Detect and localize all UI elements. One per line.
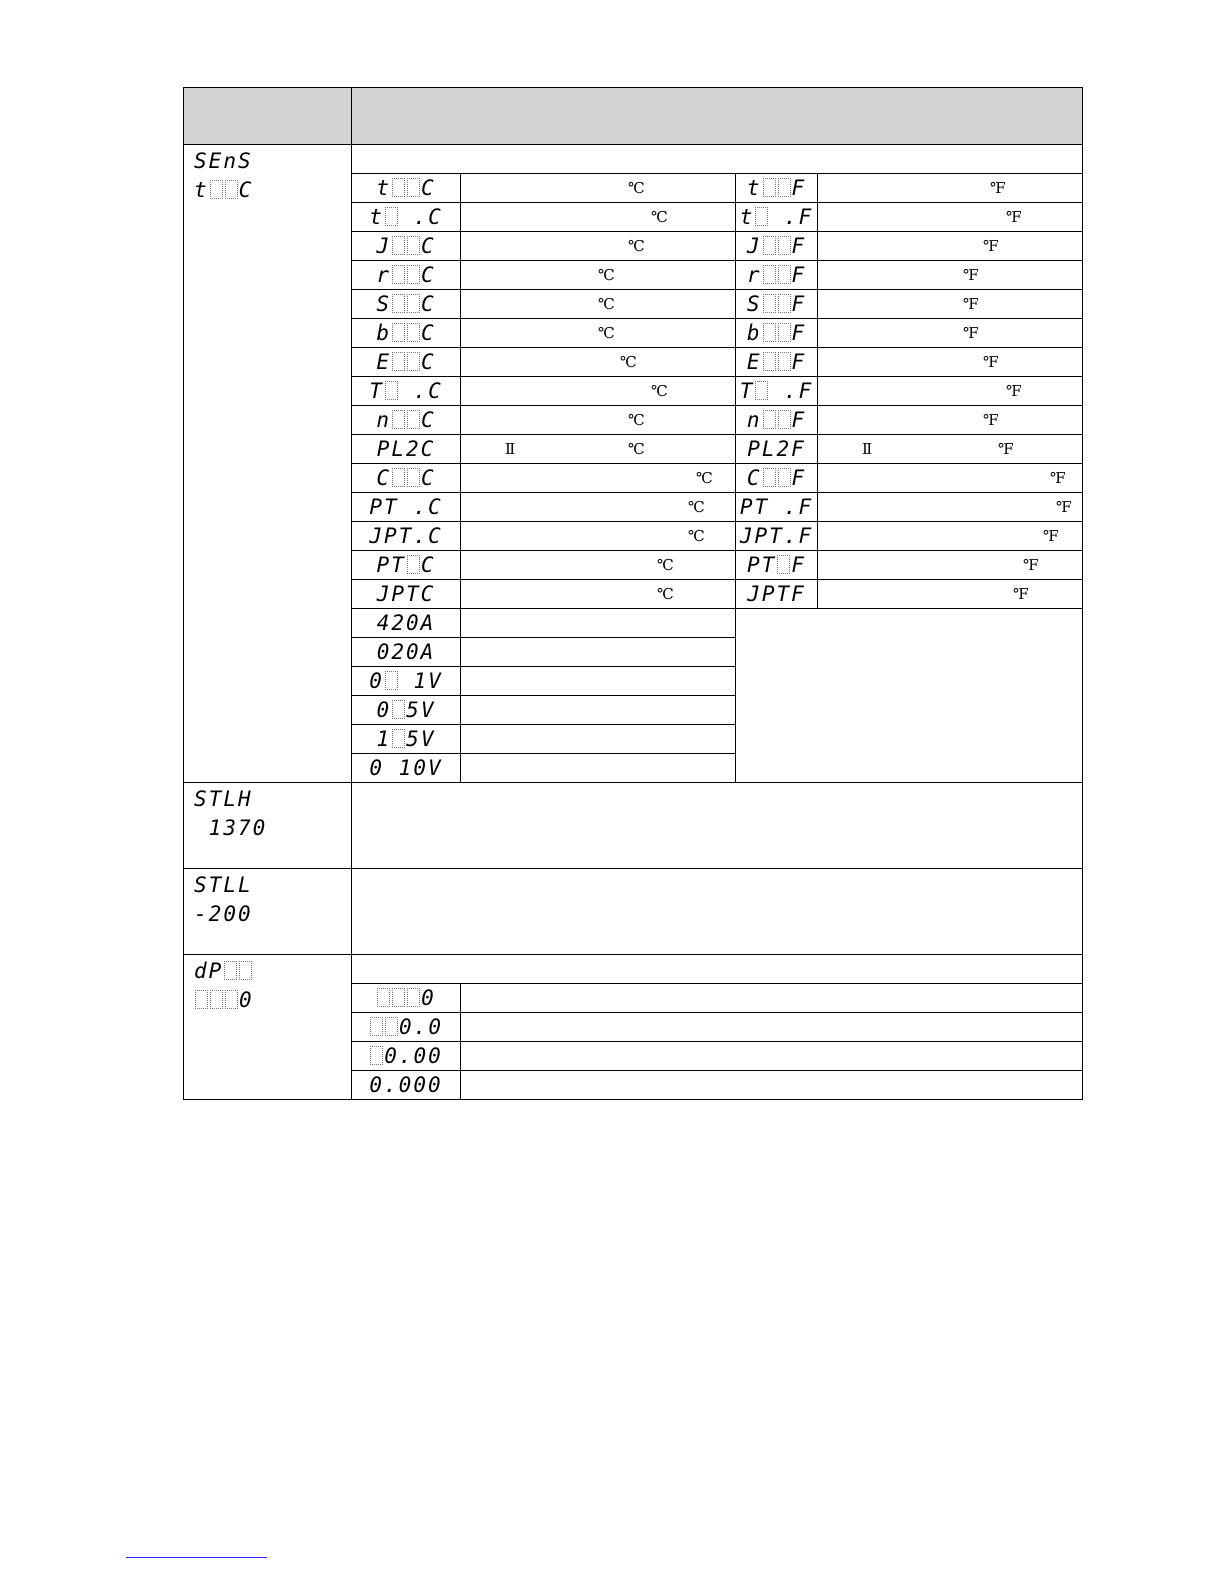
sensor-desc-c (461, 377, 736, 406)
blank-digit (778, 323, 791, 342)
analog-code-text: 0 5V (376, 698, 436, 722)
sensor-code-c-text: t .C (369, 205, 443, 229)
param-default: 1370 (208, 816, 268, 840)
celsius-unit: ℃ (598, 324, 615, 342)
sensor-code-f-text: J F (746, 234, 807, 258)
sensor-desc-c (461, 493, 736, 522)
sensor-desc-c (461, 174, 736, 203)
roman-numeral: Ⅱ (862, 440, 873, 458)
sensor-code-c (352, 580, 461, 609)
sensor-code-f (736, 580, 818, 609)
sensor-code-f (736, 232, 818, 261)
blank-digit (763, 352, 776, 371)
sensor-desc-c (461, 261, 736, 290)
parameter-table-body (184, 88, 1083, 1100)
sensor-code-c-text: T .C (369, 379, 443, 403)
blank-digit (755, 381, 768, 400)
header-cell-description (352, 88, 1083, 145)
param-cell-scale_high (184, 783, 352, 869)
sensor-code-c (352, 522, 461, 551)
sensor-code-c (352, 232, 461, 261)
param-default: -200 (194, 902, 253, 926)
sensor-code-f (736, 290, 818, 319)
blank-digit (392, 410, 405, 429)
celsius-unit: ℃ (628, 179, 645, 197)
sensor-desc-c (461, 435, 736, 464)
sensor-desc-f (818, 203, 1083, 232)
blank-digit (407, 988, 420, 1007)
fahrenheit-unit: ℉ (1013, 585, 1029, 603)
sensor-code-c-text: r C (376, 263, 436, 287)
scale-high-desc (352, 783, 1083, 869)
sensor-code-f (736, 522, 818, 551)
analog-code-text: 0 1V (369, 669, 443, 693)
sensor-desc-c (461, 348, 736, 377)
sensor-code-c (352, 290, 461, 319)
sensor-code-f (736, 377, 818, 406)
blank-digit (777, 555, 790, 574)
blank-digit (392, 729, 405, 748)
decimal-code-text: 0.000 (369, 1073, 443, 1097)
blank-digit (778, 410, 791, 429)
param-cell-scale_low (184, 869, 352, 955)
celsius-unit: ℃ (657, 585, 674, 603)
sensor-desc-c (461, 319, 736, 348)
fahrenheit-unit: ℉ (1056, 498, 1072, 516)
sensor-code-f (736, 319, 818, 348)
fahrenheit-unit: ℉ (963, 295, 979, 313)
sensor-code-f-text: t F (746, 176, 807, 200)
fahrenheit-unit: ℉ (998, 440, 1014, 458)
sensor-code-f-text: PL2F (747, 437, 806, 461)
sensor-code-f-text: PT .F (739, 495, 814, 519)
sensor-desc-f (818, 261, 1083, 290)
sensor-title-cell (352, 145, 1083, 174)
blank-digit (763, 178, 776, 197)
blank-digit (392, 988, 405, 1007)
fahrenheit-unit: ℉ (990, 179, 1006, 197)
sensor-desc-c (461, 580, 736, 609)
sensor-desc-f (818, 174, 1083, 203)
sensor-desc-f (818, 551, 1083, 580)
sensor-code-f-text: E F (746, 350, 807, 374)
blank-digit (392, 700, 405, 719)
blank-digit (392, 352, 405, 371)
sensor-code-f (736, 203, 818, 232)
fahrenheit-unit: ℉ (983, 353, 999, 371)
blank-digit (778, 352, 791, 371)
celsius-unit: ℃ (598, 266, 615, 284)
sensor-code-f-text: JPTF (747, 582, 806, 606)
celsius-unit: ℃ (696, 469, 713, 487)
decimal-desc (461, 984, 1083, 1013)
sensor-code-c-text: b C (376, 321, 436, 345)
blank-digit (392, 265, 405, 284)
sensor-code-c (352, 377, 461, 406)
sensor-code-c (352, 174, 461, 203)
blank-digit (755, 207, 768, 226)
decimal-code (352, 1042, 461, 1071)
sensor-code-c-text: JPT.C (369, 524, 443, 548)
sensor-code-f-text: PT F (747, 553, 806, 577)
blank-digit (407, 294, 420, 313)
celsius-unit: ℃ (651, 382, 668, 400)
sensor-desc-c (461, 551, 736, 580)
blank-digit (763, 410, 776, 429)
sensor-code-f-text: T .F (739, 379, 814, 403)
blank-digit (778, 178, 791, 197)
analog-empty-area (736, 609, 1083, 783)
sensor-desc-f (818, 493, 1083, 522)
table-row (184, 783, 1083, 869)
fahrenheit-unit: ℉ (983, 411, 999, 429)
blank-digit (385, 1017, 398, 1036)
sensor-desc-c (461, 522, 736, 551)
parameter-table (183, 87, 1083, 1100)
param-name: dP (194, 957, 351, 986)
sensor-code-f-text: JPT.F (739, 524, 814, 548)
sensor-desc-c (461, 290, 736, 319)
sensor-desc-c (461, 406, 736, 435)
analog-code (352, 667, 461, 696)
sensor-desc-c (461, 203, 736, 232)
sensor-code-c-text: PT .C (369, 495, 443, 519)
sensor-code-c-text: E C (376, 350, 436, 374)
blank-digit (210, 990, 223, 1009)
analog-code-text: 020A (376, 640, 436, 664)
celsius-unit: ℃ (688, 498, 705, 516)
sensor-code-c (352, 261, 461, 290)
sensor-code-c-text: n C (376, 408, 436, 432)
analog-desc (461, 754, 736, 783)
decimal-code-text: 0.0 (369, 1015, 443, 1039)
blank-digit (377, 988, 390, 1007)
sensor-code-c-text: JPTC (376, 582, 436, 606)
sensor-code-c-text: PT C (376, 553, 436, 577)
blank-digit (407, 323, 420, 342)
sensor-code-c-text: PL2C (376, 437, 436, 461)
blank-digit (239, 961, 252, 980)
param-name: STLH (194, 787, 253, 811)
table-row (184, 145, 1083, 174)
blank-digit (763, 468, 776, 487)
fahrenheit-unit: ℉ (983, 237, 999, 255)
sensor-code-f (736, 435, 818, 464)
sensor-code-c (352, 551, 461, 580)
celsius-unit: ℃ (598, 295, 615, 313)
analog-code (352, 696, 461, 725)
param-name: STLL (194, 873, 253, 897)
sensor-code-c (352, 435, 461, 464)
fahrenheit-unit: ℉ (1043, 527, 1059, 545)
blank-digit (407, 265, 420, 284)
analog-code-text: 1 5V (376, 727, 436, 751)
analog-desc (461, 725, 736, 754)
decimal-code-text: 0 (376, 986, 436, 1010)
decimal-code (352, 1071, 461, 1100)
blank-digit (392, 236, 405, 255)
blank-digit (763, 294, 776, 313)
roman-numeral: Ⅱ (505, 440, 516, 458)
sensor-code-f (736, 551, 818, 580)
sensor-desc-f (818, 348, 1083, 377)
param-cell-decimal_param (184, 955, 352, 1100)
sensor-code-f (736, 406, 818, 435)
celsius-unit: ℃ (628, 411, 645, 429)
fahrenheit-unit: ℉ (963, 266, 979, 284)
sensor-desc-c (461, 232, 736, 261)
sensor-desc-f (818, 464, 1083, 493)
blank-digit (778, 265, 791, 284)
sensor-code-f-text: C F (746, 466, 807, 490)
sensor-code-c-text: t C (376, 176, 436, 200)
blank-digit (392, 323, 405, 342)
param-default: t C (194, 178, 254, 202)
analog-desc (461, 638, 736, 667)
sensor-code-c (352, 203, 461, 232)
sensor-code-c (352, 493, 461, 522)
blank-digit (225, 990, 238, 1009)
decimal-desc (461, 1071, 1083, 1100)
decimal-title-cell (352, 955, 1083, 984)
sensor-code-c-text: S C (376, 292, 436, 316)
fahrenheit-unit: ℉ (1023, 556, 1039, 574)
analog-code-text: 420A (376, 611, 436, 635)
footer-link-underline[interactable] (126, 1557, 267, 1558)
sensor-desc-f (818, 290, 1083, 319)
sensor-desc-f (818, 377, 1083, 406)
blank-digit (370, 1017, 383, 1036)
table-row (184, 869, 1083, 955)
analog-desc (461, 696, 736, 725)
header-cell-parameter (184, 88, 352, 145)
table-header-row (184, 88, 1083, 145)
blank-digit (392, 468, 405, 487)
blank-digit (778, 236, 791, 255)
fahrenheit-unit: ℉ (1006, 208, 1022, 226)
table-row (184, 955, 1083, 984)
analog-desc (461, 609, 736, 638)
sensor-code-f-text: t .F (739, 205, 814, 229)
sensor-desc-f (818, 522, 1083, 551)
blank-digit (225, 180, 238, 199)
sensor-desc-f (818, 580, 1083, 609)
param-name: SEnS (194, 149, 253, 173)
blank-digit (385, 381, 398, 400)
celsius-unit: ℃ (628, 440, 645, 458)
blank-digit (778, 468, 791, 487)
analog-desc (461, 667, 736, 696)
blank-digit (407, 236, 420, 255)
blank-digit (407, 178, 420, 197)
analog-code (352, 725, 461, 754)
sensor-code-c-text: C C (376, 466, 436, 490)
blank-digit (407, 410, 420, 429)
celsius-unit: ℃ (688, 527, 705, 545)
blank-digit (385, 671, 398, 690)
sensor-code-f-text: n F (746, 408, 807, 432)
fahrenheit-unit: ℉ (963, 324, 979, 342)
sensor-code-f (736, 348, 818, 377)
decimal-code (352, 984, 461, 1013)
sensor-code-f-text: b F (746, 321, 807, 345)
analog-code (352, 638, 461, 667)
decimal-code (352, 1013, 461, 1042)
sensor-desc-f (818, 435, 1083, 464)
analog-code (352, 609, 461, 638)
fahrenheit-unit: ℉ (1050, 469, 1066, 487)
blank-digit (195, 990, 208, 1009)
sensor-code-c (352, 319, 461, 348)
sensor-code-c (352, 464, 461, 493)
decimal-desc (461, 1042, 1083, 1071)
blank-digit (763, 236, 776, 255)
sensor-code-f (736, 493, 818, 522)
celsius-unit: ℃ (620, 353, 637, 371)
celsius-unit: ℃ (628, 237, 645, 255)
sensor-desc-f (818, 319, 1083, 348)
sensor-code-c-text: J C (376, 234, 436, 258)
sensor-code-f-text: S F (746, 292, 807, 316)
blank-digit (210, 180, 223, 199)
sensor-code-c (352, 348, 461, 377)
scale-low-desc (352, 869, 1083, 955)
sensor-desc-f (818, 232, 1083, 261)
blank-digit (385, 207, 398, 226)
blank-digit (778, 294, 791, 313)
analog-code-text: 0 10V (369, 756, 443, 780)
analog-code (352, 754, 461, 783)
celsius-unit: ℃ (651, 208, 668, 226)
blank-digit (407, 352, 420, 371)
celsius-unit: ℃ (657, 556, 674, 574)
blank-digit (407, 555, 420, 574)
sensor-code-c (352, 406, 461, 435)
param-cell-sensor_param (184, 145, 352, 783)
param-default: 0 (194, 986, 351, 1015)
blank-digit (392, 178, 405, 197)
blank-digit (407, 468, 420, 487)
sensor-code-f (736, 464, 818, 493)
decimal-desc (461, 1013, 1083, 1042)
sensor-desc-c (461, 464, 736, 493)
fahrenheit-unit: ℉ (1006, 382, 1022, 400)
decimal-code-text: 0.00 (369, 1044, 443, 1068)
blank-digit (763, 323, 776, 342)
sensor-code-f-text: r F (746, 263, 807, 287)
sensor-code-f (736, 261, 818, 290)
sensor-code-f (736, 174, 818, 203)
blank-digit (763, 265, 776, 284)
sensor-desc-f (818, 406, 1083, 435)
blank-digit (224, 961, 237, 980)
blank-digit (392, 294, 405, 313)
blank-digit (370, 1046, 383, 1065)
